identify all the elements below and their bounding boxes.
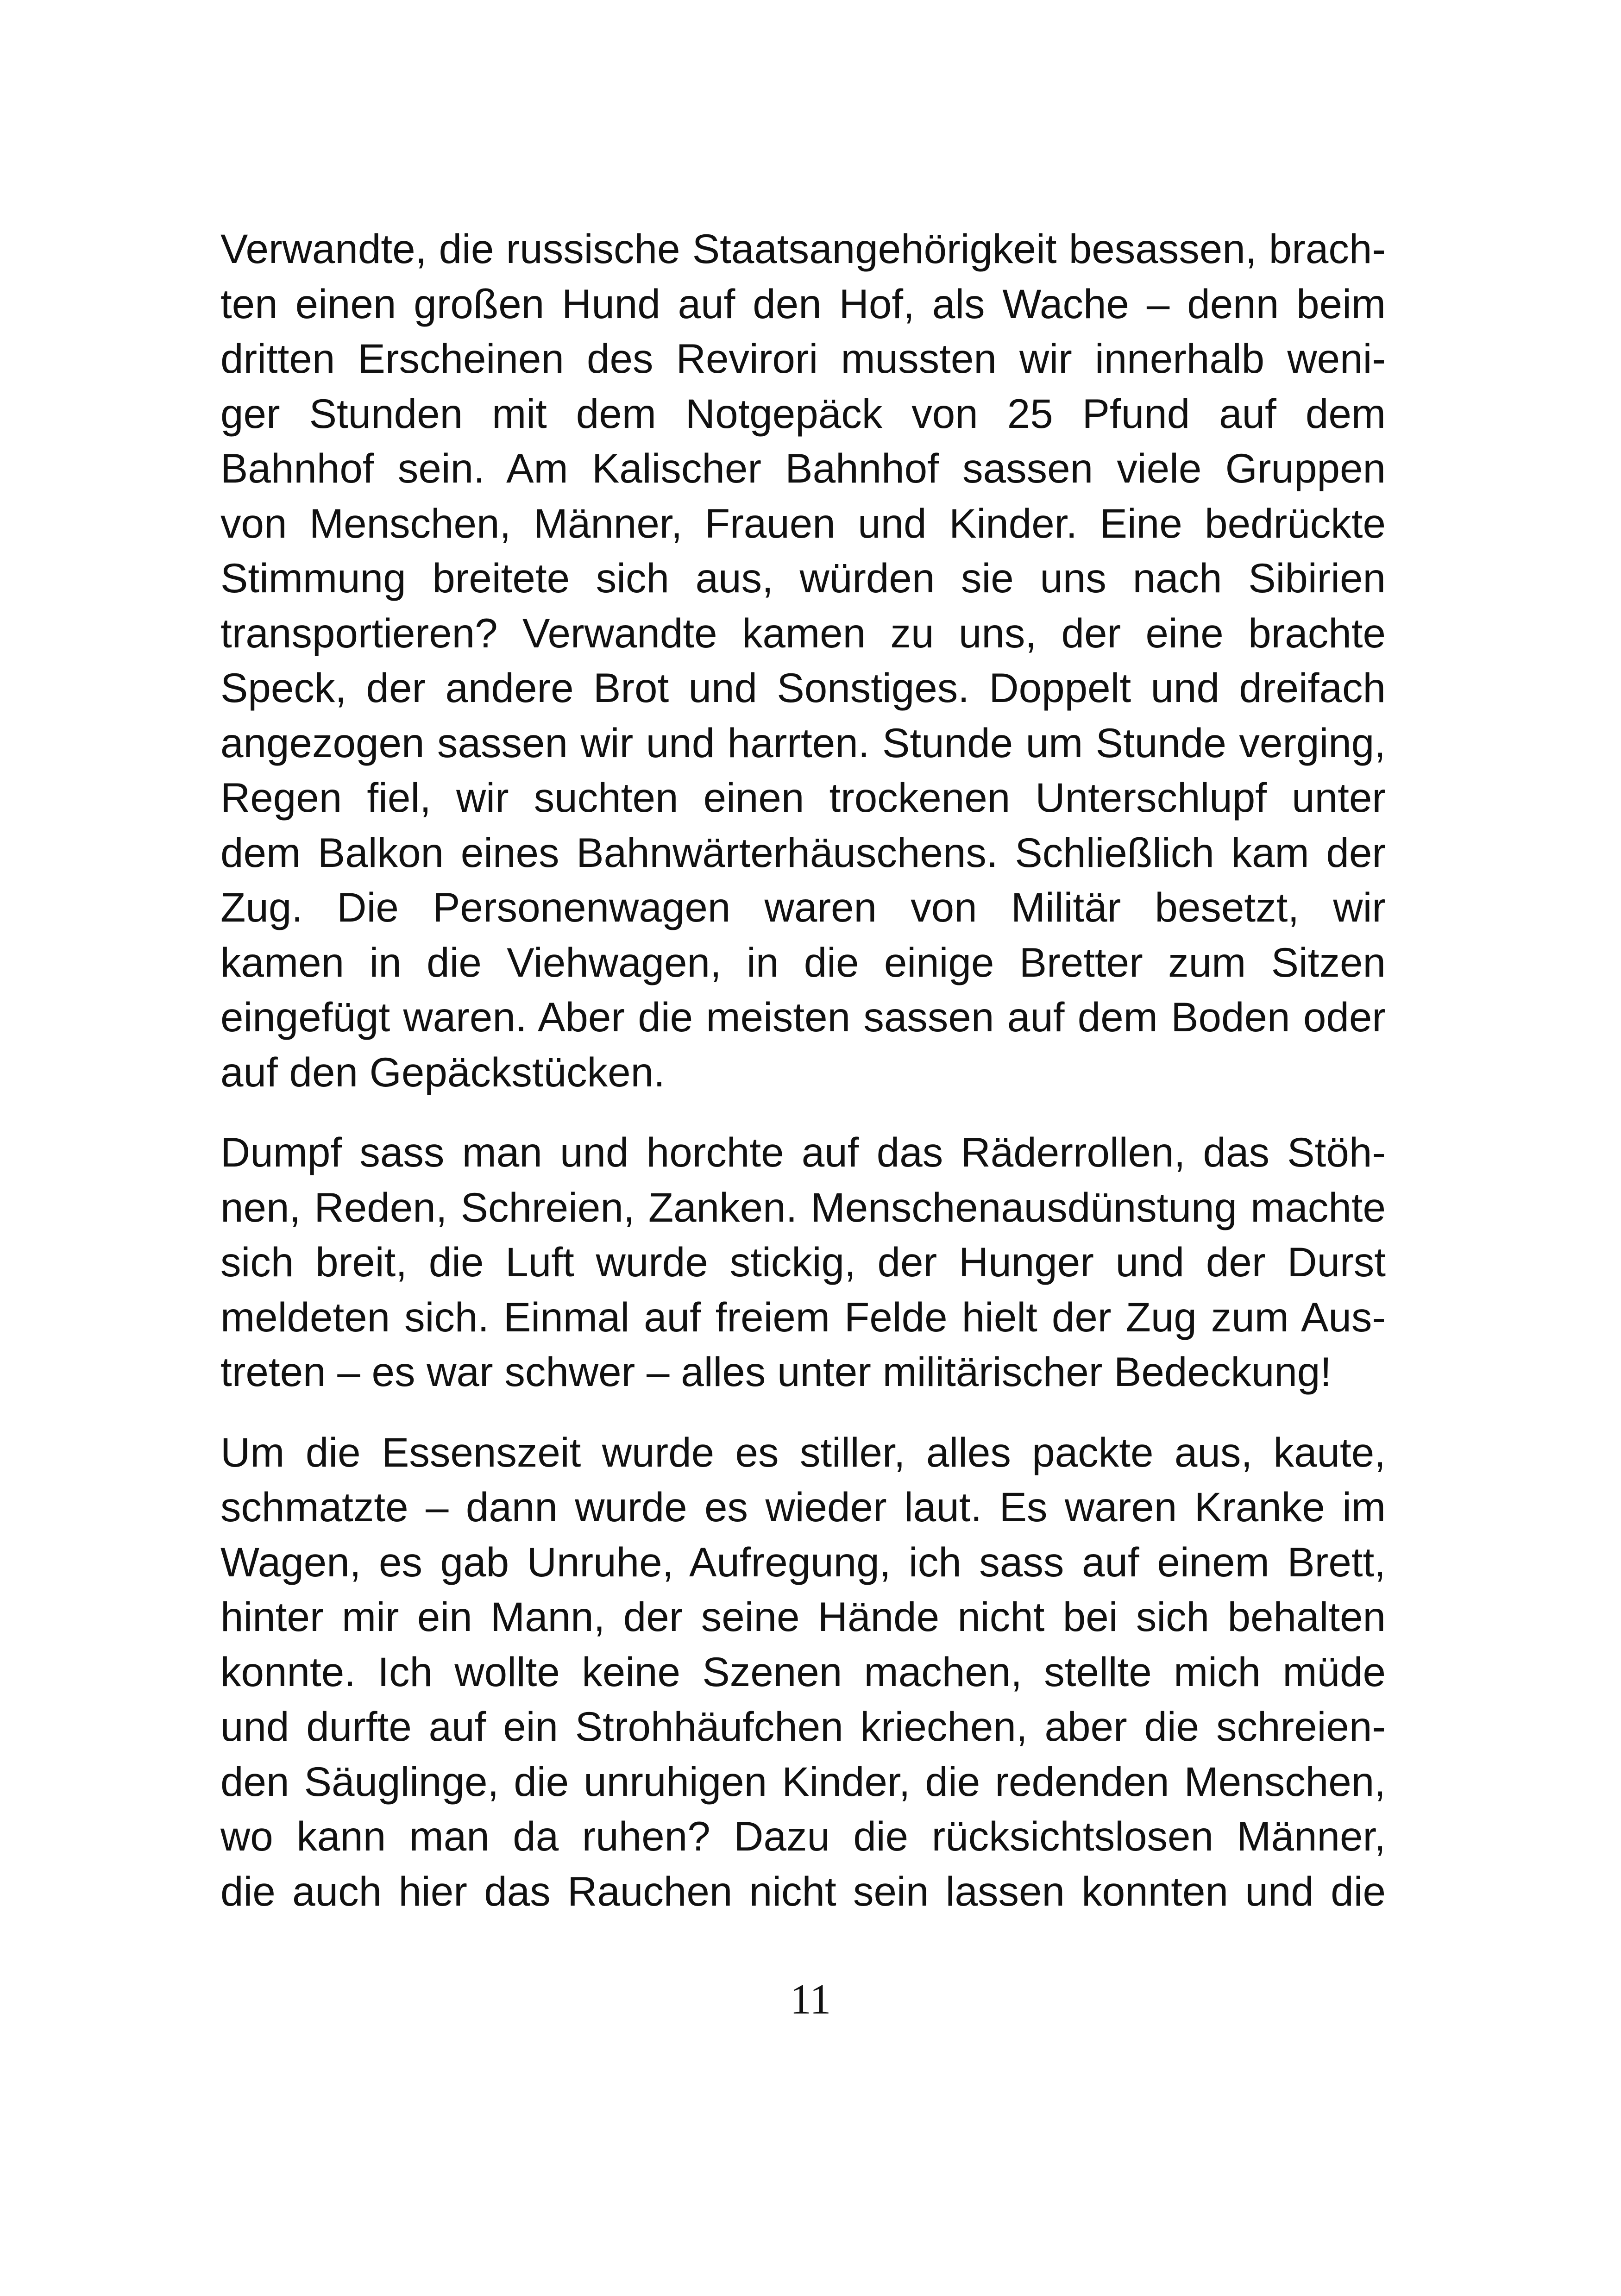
- text-line: Speck, der andere Brot und Sonstiges. Doppelt und dreifach: [220, 665, 1386, 711]
- text-line: Verwandte, die russische Staatsangehörigkeit besassen, brach-: [220, 226, 1386, 272]
- text-line: ten einen großen Hund auf den Hof, als Wache – denn beim: [220, 280, 1386, 327]
- body-text: [220, 221, 1386, 1919]
- page-number: 11: [790, 1976, 831, 2023]
- text-line: Bahnhof sein. Am Kalischer Bahnhof sassen viele Gruppen: [220, 445, 1386, 491]
- text-line: Zug. Die Personenwagen waren von Militär besetzt, wir: [220, 884, 1386, 930]
- text-line: Dumpf sass man und horchte auf das Räderrollen, das Stöh-: [220, 1129, 1386, 1175]
- text-line: und durfte auf ein Strohhäufchen kriechen, aber die schreien-: [220, 1703, 1386, 1750]
- text-line: treten – es war schwer – alles unter militärischer Bedeckung!: [220, 1349, 1332, 1395]
- text-line: auf den Gepäckstücken.: [220, 1048, 665, 1095]
- text-line: eingefügt waren. Aber die meisten sassen auf dem Boden oder: [220, 994, 1386, 1040]
- text-line: schmatzte – dann wurde es wieder laut. Es waren Kranke im: [220, 1484, 1386, 1530]
- text-line: angezogen sassen wir und harrten. Stunde um Stunde verging,: [220, 719, 1386, 766]
- text-line: konnte. Ich wollte keine Szenen machen, stellte mich müde: [220, 1648, 1386, 1695]
- text-line: kamen in die Viehwagen, in die einige Bretter zum Sitzen: [220, 939, 1386, 985]
- text-line: nen, Reden, Schreien, Zanken. Menschenausdünstung machte: [220, 1184, 1386, 1230]
- text-line: von Menschen, Männer, Frauen und Kinder. Eine bedrückte: [220, 500, 1386, 546]
- text-line: Regen fiel, wir suchten einen trockenen Unterschlupf unter: [220, 774, 1386, 821]
- paragraph-3: [220, 1425, 1386, 1919]
- text-line: Wagen, es gab Unruhe, Aufregung, ich sass auf einem Brett,: [220, 1538, 1386, 1585]
- text-line: die auch hier das Rauchen nicht sein lassen konnten und die: [220, 1868, 1386, 1914]
- text-line: wo kann man da ruhen? Dazu die rücksichtslosen Männer,: [220, 1813, 1386, 1859]
- text-line: dritten Erscheinen des Revirori mussten wir innerhalb weni-: [220, 335, 1386, 382]
- text-line: transportieren? Verwandte kamen zu uns, der eine brachte: [220, 609, 1386, 656]
- text-line: ger Stunden mit dem Notgepäck von 25 Pfund auf dem: [220, 390, 1386, 437]
- text-line: hinter mir ein Mann, der seine Hände nicht bei sich behalten: [220, 1593, 1386, 1640]
- text-line: Um die Essenszeit wurde es stiller, alles packte aus, kaute,: [220, 1429, 1386, 1475]
- text-line: sich breit, die Luft wurde stickig, der Hunger und der Durst: [220, 1239, 1386, 1285]
- paragraph-1: [220, 221, 1386, 1099]
- paragraph-2: [220, 1125, 1386, 1399]
- text-line: dem Balkon eines Bahnwärterhäuschens. Schließlich kam der: [220, 829, 1386, 876]
- text-line: meldeten sich. Einmal auf freiem Felde hielt der Zug zum Aus-: [220, 1293, 1386, 1340]
- text-line: Stimmung breitete sich aus, würden sie uns nach Sibirien: [220, 555, 1386, 601]
- text-line: den Säuglinge, die unruhigen Kinder, die redenden Menschen,: [220, 1758, 1386, 1805]
